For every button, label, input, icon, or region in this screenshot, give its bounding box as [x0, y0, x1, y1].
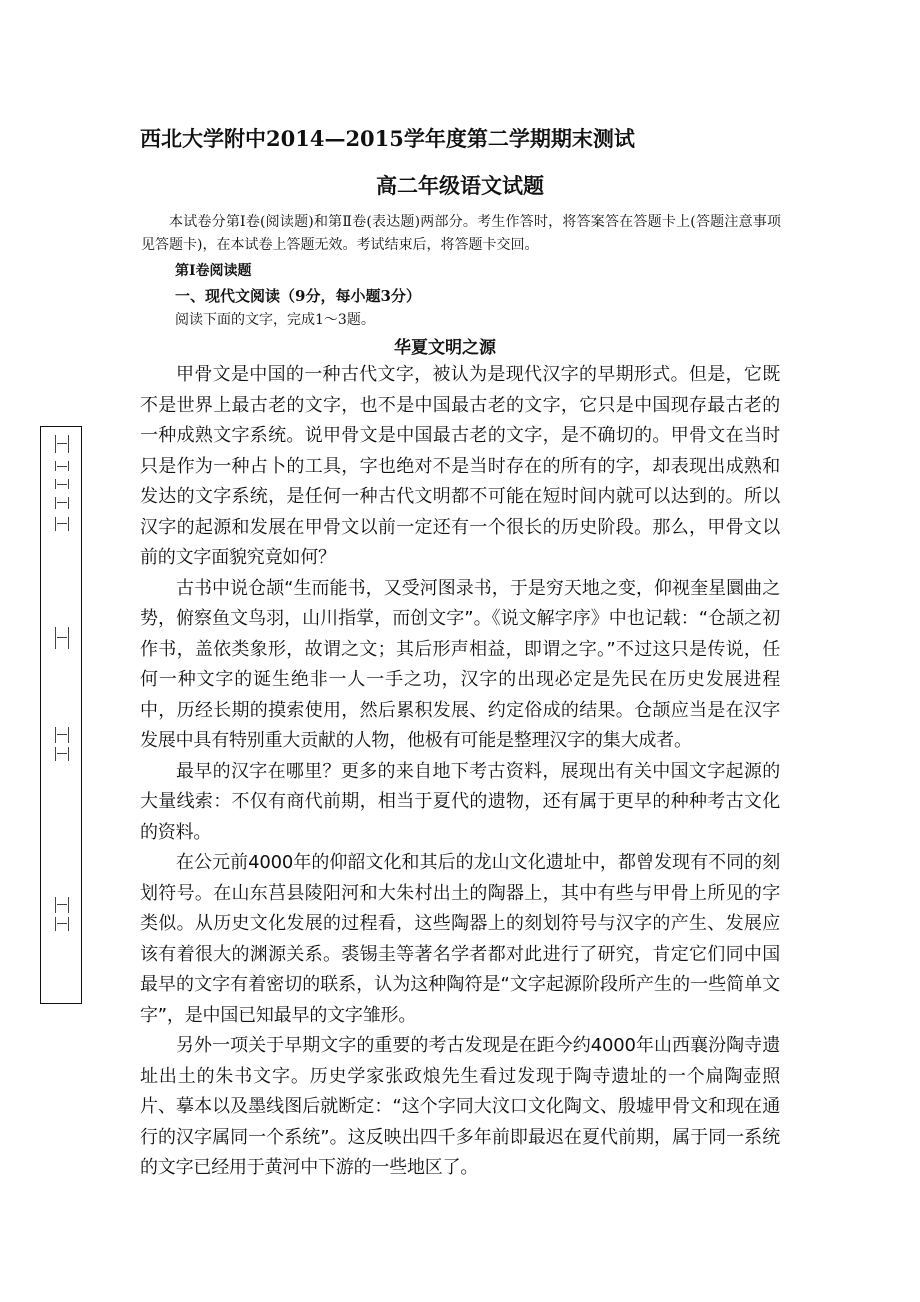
binding-mark [55, 517, 69, 531]
school-title: 西北大学附中2014—2015学年度第二学期期末测试 [140, 126, 635, 151]
article-paragraph: 古书中说仓颉“生而能书，又受河图录书，于是穷天地之变，仰视奎星圜曲之势，俯察鱼文鸟羽，山川指掌，而创文字”。《说文解字序》中也记载：“仓颉之初作书，盖依类象形，故谓之文；其后形声相益，即谓之字。”不过这只是传说，任何一种文字的诞生绝非一人一手之功，汉字的出现必定是先民在历史发展进程中，历经长期的摸索使用，然后累积发展、约定俗成的结果。仓颉应当是在汉字发展中具有特别重大贡献的人物，他极有可能是整理汉字的集大成者。 [140, 577, 780, 751]
binding-mark [55, 897, 69, 913]
article-title: 华夏文明之源 [394, 338, 496, 358]
binding-mark [55, 917, 69, 931]
binding-margin-box [40, 426, 82, 1004]
part-heading: 一、现代文阅读（9分，每小题3分） [175, 287, 421, 305]
article-paragraph: 甲骨文是中国的一种古代文字，被认为是现代汉字的早期形式。但是，它既不是世界上最古老的文字，也不是中国最古老的文字，它只是中国现存最古老的一种成熟文字系统。说甲骨文是中国最古老的文字，是不确切的。甲骨文在当时只是作为一种占卜的工具，字也绝对不是当时存在的所有的字，却表现出成熟和发达的文字系统，是任何一种古代文明都不可能在短时间内就可以达到的。所以汉字的起源和发展在甲骨文以前一定还有一个很长的历史阶段。那么，甲骨文以前的文字面貌究竟如何？ [140, 364, 780, 568]
article-body [140, 360, 780, 1184]
binding-mark [55, 727, 69, 743]
binding-mark [55, 497, 69, 509]
binding-mark [55, 627, 69, 649]
binding-mark [55, 435, 69, 453]
section-heading: 第Ⅰ卷阅读题 [175, 263, 252, 279]
binding-mark [55, 479, 69, 489]
article-paragraph: 另外一项关于早期文字的重要的考古发现是在距今约4000年山西襄汾陶寺遗址出土的朱书文字。历史学家张政烺先生看过发现于陶寺遗址的一个扁陶壶照片、摹本以及墨线图后就断定：“这个字同大汶口文化陶文、殷墟甲骨文和现在通行的汉字属同一个系统”。这反映出四千多年前即最迟在夏代前期，属于同一系统的文字已经用于黄河中下游的一些地区了。 [140, 1035, 780, 1178]
binding-mark [55, 747, 69, 761]
article-paragraph: 最早的汉字在哪里？更多的来自地下考古资料，展现出有关中国文字起源的大量线索：不仅有商代前期，相当于夏代的遗物，还有属于更早的种种考古文化的资料。 [140, 760, 780, 843]
exam-instructions: 本试卷分第Ⅰ卷(阅读题)和第Ⅱ卷(表达题)两部分。考生作答时，将答案答在答题卡上(答题注意事项见答题卡)，在本试卷上答题无效。考试结束后，将答题卡交回。 [141, 214, 781, 253]
article-paragraph: 在公元前4000年的仰韶文化和其后的龙山文化遗址中，都曾发现有不同的刻划符号。在山东莒县陵阳河和大朱村出土的陶器上，其中有些与甲骨上所见的字类似。从历史文化发展的过程看，这些陶器上的刻划符号与汉字的产生、发展应该有着很大的渊源关系。裘锡圭等著名学者都对此进行了研究，肯定它们同中国最早的文字有着密切的联系，认为这种陶符是“文字起源阶段所产生的一些简单文字”，是中国已知最早的文字雏形。 [140, 852, 780, 1026]
subject-title: 高二年级语文试题 [376, 173, 544, 198]
binding-mark [55, 461, 69, 471]
reading-prompt: 阅读下面的文字，完成1～3题。 [175, 312, 375, 328]
